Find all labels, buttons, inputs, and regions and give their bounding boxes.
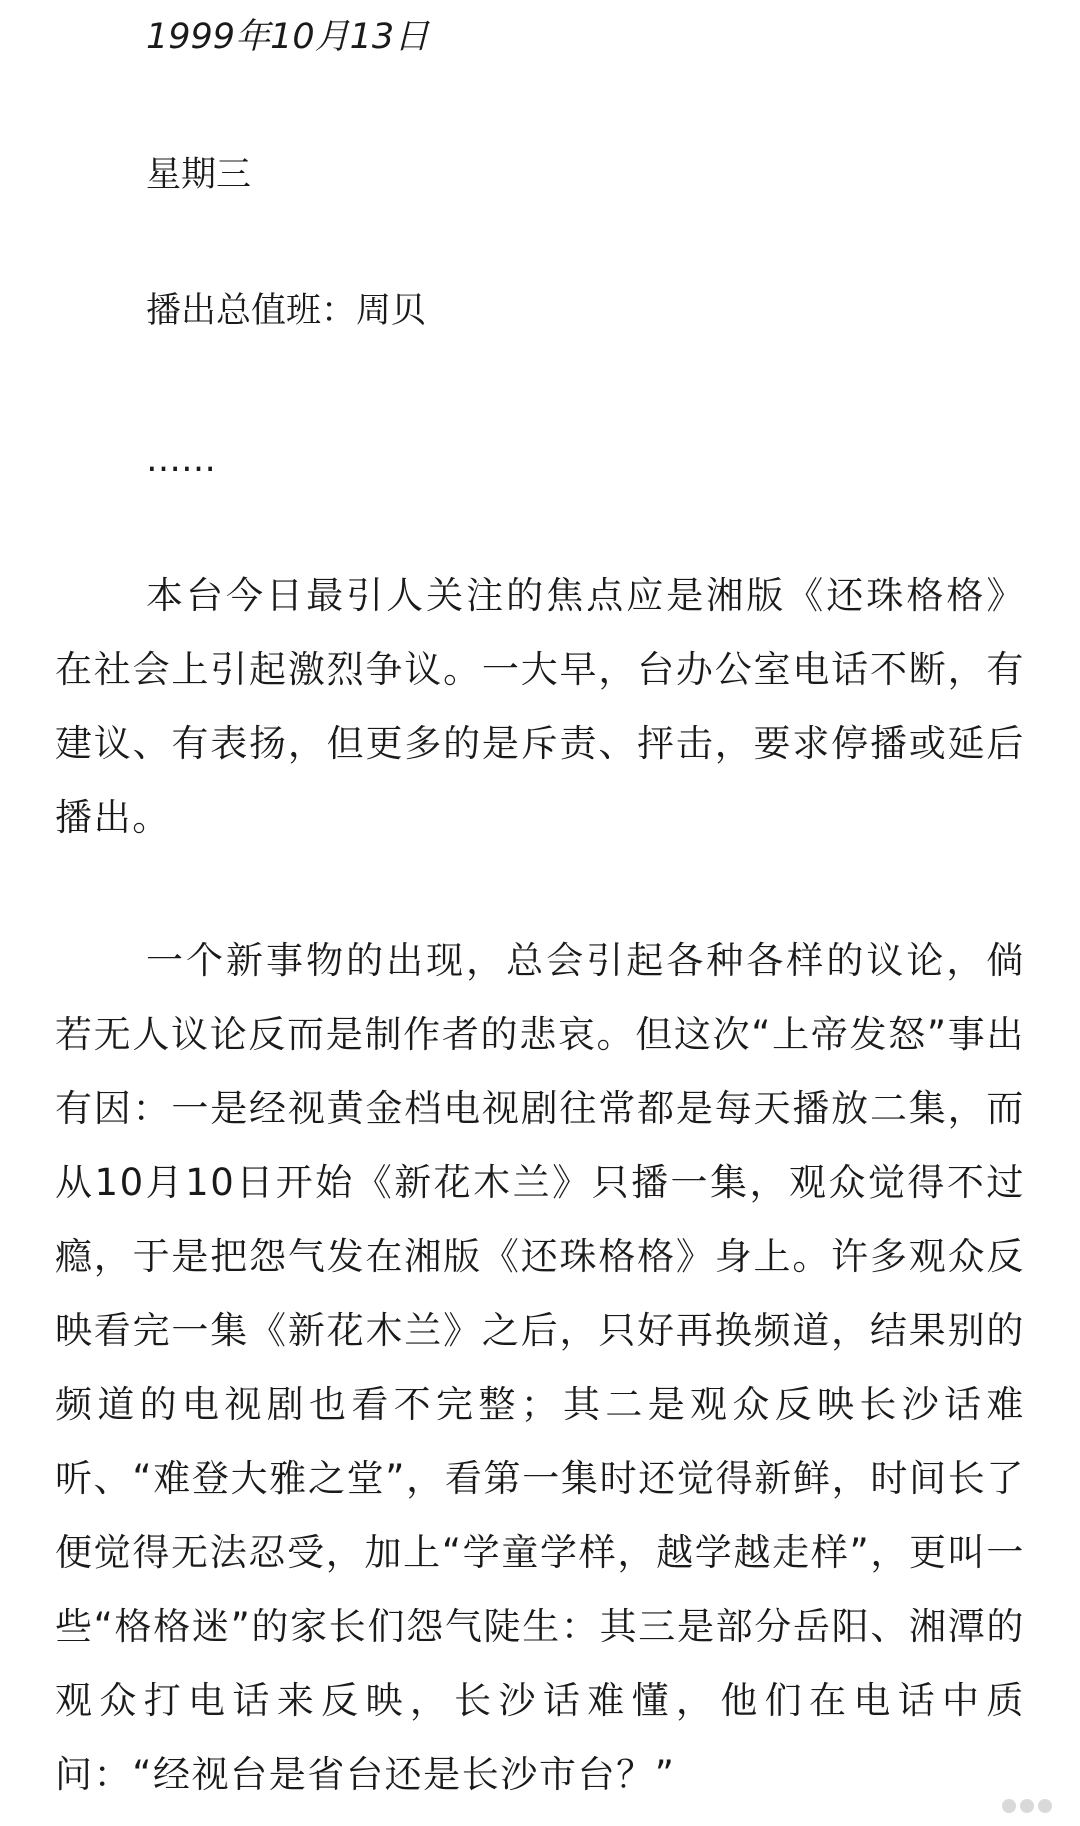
duty-officer: 播出总值班：周贝 [146, 291, 427, 331]
dot-icon [1038, 1799, 1052, 1813]
diary-weekday: 星期三 [146, 155, 252, 195]
paragraph-1: 本台今日最引人关注的焦点应是湘版《还珠格格》在社会上引起激烈争议。一大早，台办公室电话不断，有建议、有表扬，但更多的是斥责、抨击，要求停播或延后播出。 [55, 574, 1025, 839]
more-dots-icon [1002, 1798, 1062, 1818]
diary-date: 1999年10月13日 [146, 17, 430, 57]
omission-ellipsis: …… [146, 440, 216, 480]
dot-icon [1002, 1799, 1016, 1813]
dot-icon [1020, 1799, 1034, 1813]
paragraph-2: 一个新事物的出现，总会引起各种各样的议论，倘若无人议论反而是制作者的悲哀。但这次“上帝发怒”事出有因：一是经视黄金档电视剧往常都是每天播放二集，而从10月10日开始《新花木兰》只播一集，观众觉得不过瘾，于是把怨气发在湘版《还珠格格》身上。许多观众反映看完一集《新花木兰》之后，只好再换频道，结果别的频道的电视剧也看不完整；其二是观众反映长沙话难听、“难登大雅之堂”，看第一集时还觉得新鲜，时间长了便觉得无法忍受，加上“学童学样，越学越走样”，更叫一些“格格迷”的家长们怨气陡生：其三是部分岳阳、湘潭的观众打电话来反映，长沙话难懂，他们在电话中质问：“经视台是省台还是长沙市台？” [55, 939, 1025, 1796]
